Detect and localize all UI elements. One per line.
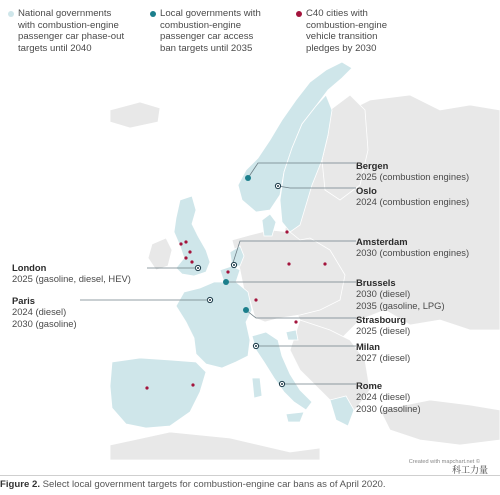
strasbourg-name: Strasbourg bbox=[356, 314, 407, 325]
paris-name: Paris bbox=[12, 295, 35, 306]
brussels-line-1: 2030 (diesel) bbox=[356, 288, 411, 300]
caption-prefix: Figure 2. bbox=[0, 479, 40, 490]
paris-line-2: 2030 (gasoline) bbox=[12, 317, 77, 329]
london-name: London bbox=[12, 262, 47, 273]
rome-name: Rome bbox=[356, 380, 383, 391]
figure-caption bbox=[0, 475, 500, 495]
map-credit: Created with mapchart.net © bbox=[408, 459, 480, 465]
oslo-line-1: 2024 (combustion engines) bbox=[356, 196, 470, 208]
amsterdam-line-1: 2030 (combustion engines) bbox=[356, 247, 470, 259]
legend-c40-text: C40 cities with combustion-engine vehicle transition pledges by 2030 bbox=[306, 8, 388, 54]
paris-line-1: 2024 (diesel) bbox=[12, 306, 67, 318]
rome-line-1: 2024 (diesel) bbox=[356, 391, 411, 403]
amsterdam-name: Amsterdam bbox=[356, 236, 408, 247]
oslo-name: Oslo bbox=[356, 185, 377, 196]
legend-national-text: National governments with combustion-engine passenger car phase-out targets until 2040 bbox=[18, 8, 125, 54]
legend-local-text: Local governments with combustion-engine passenger car access ban targets until 2035 bbox=[160, 8, 261, 54]
bergen-line-1: 2025 (combustion engines) bbox=[356, 171, 470, 183]
milan-name: Milan bbox=[356, 341, 380, 352]
strasbourg-line-1: 2025 (diesel) bbox=[356, 325, 411, 337]
brussels-name: Brussels bbox=[356, 277, 396, 288]
milan-line-1: 2027 (diesel) bbox=[356, 352, 411, 364]
rome-line-2: 2030 (gasoline) bbox=[356, 402, 421, 414]
watermark: 科工力量 bbox=[451, 465, 488, 475]
london-line-1: 2025 (gasoline, diesel, HEV) bbox=[12, 273, 131, 285]
bergen-name: Bergen bbox=[356, 160, 389, 171]
brussels-line-2: 2035 (gasoline, LPG) bbox=[356, 299, 445, 311]
caption-text: Select local government targets for combustion-engine car bans as of April 2020. bbox=[39, 479, 386, 490]
